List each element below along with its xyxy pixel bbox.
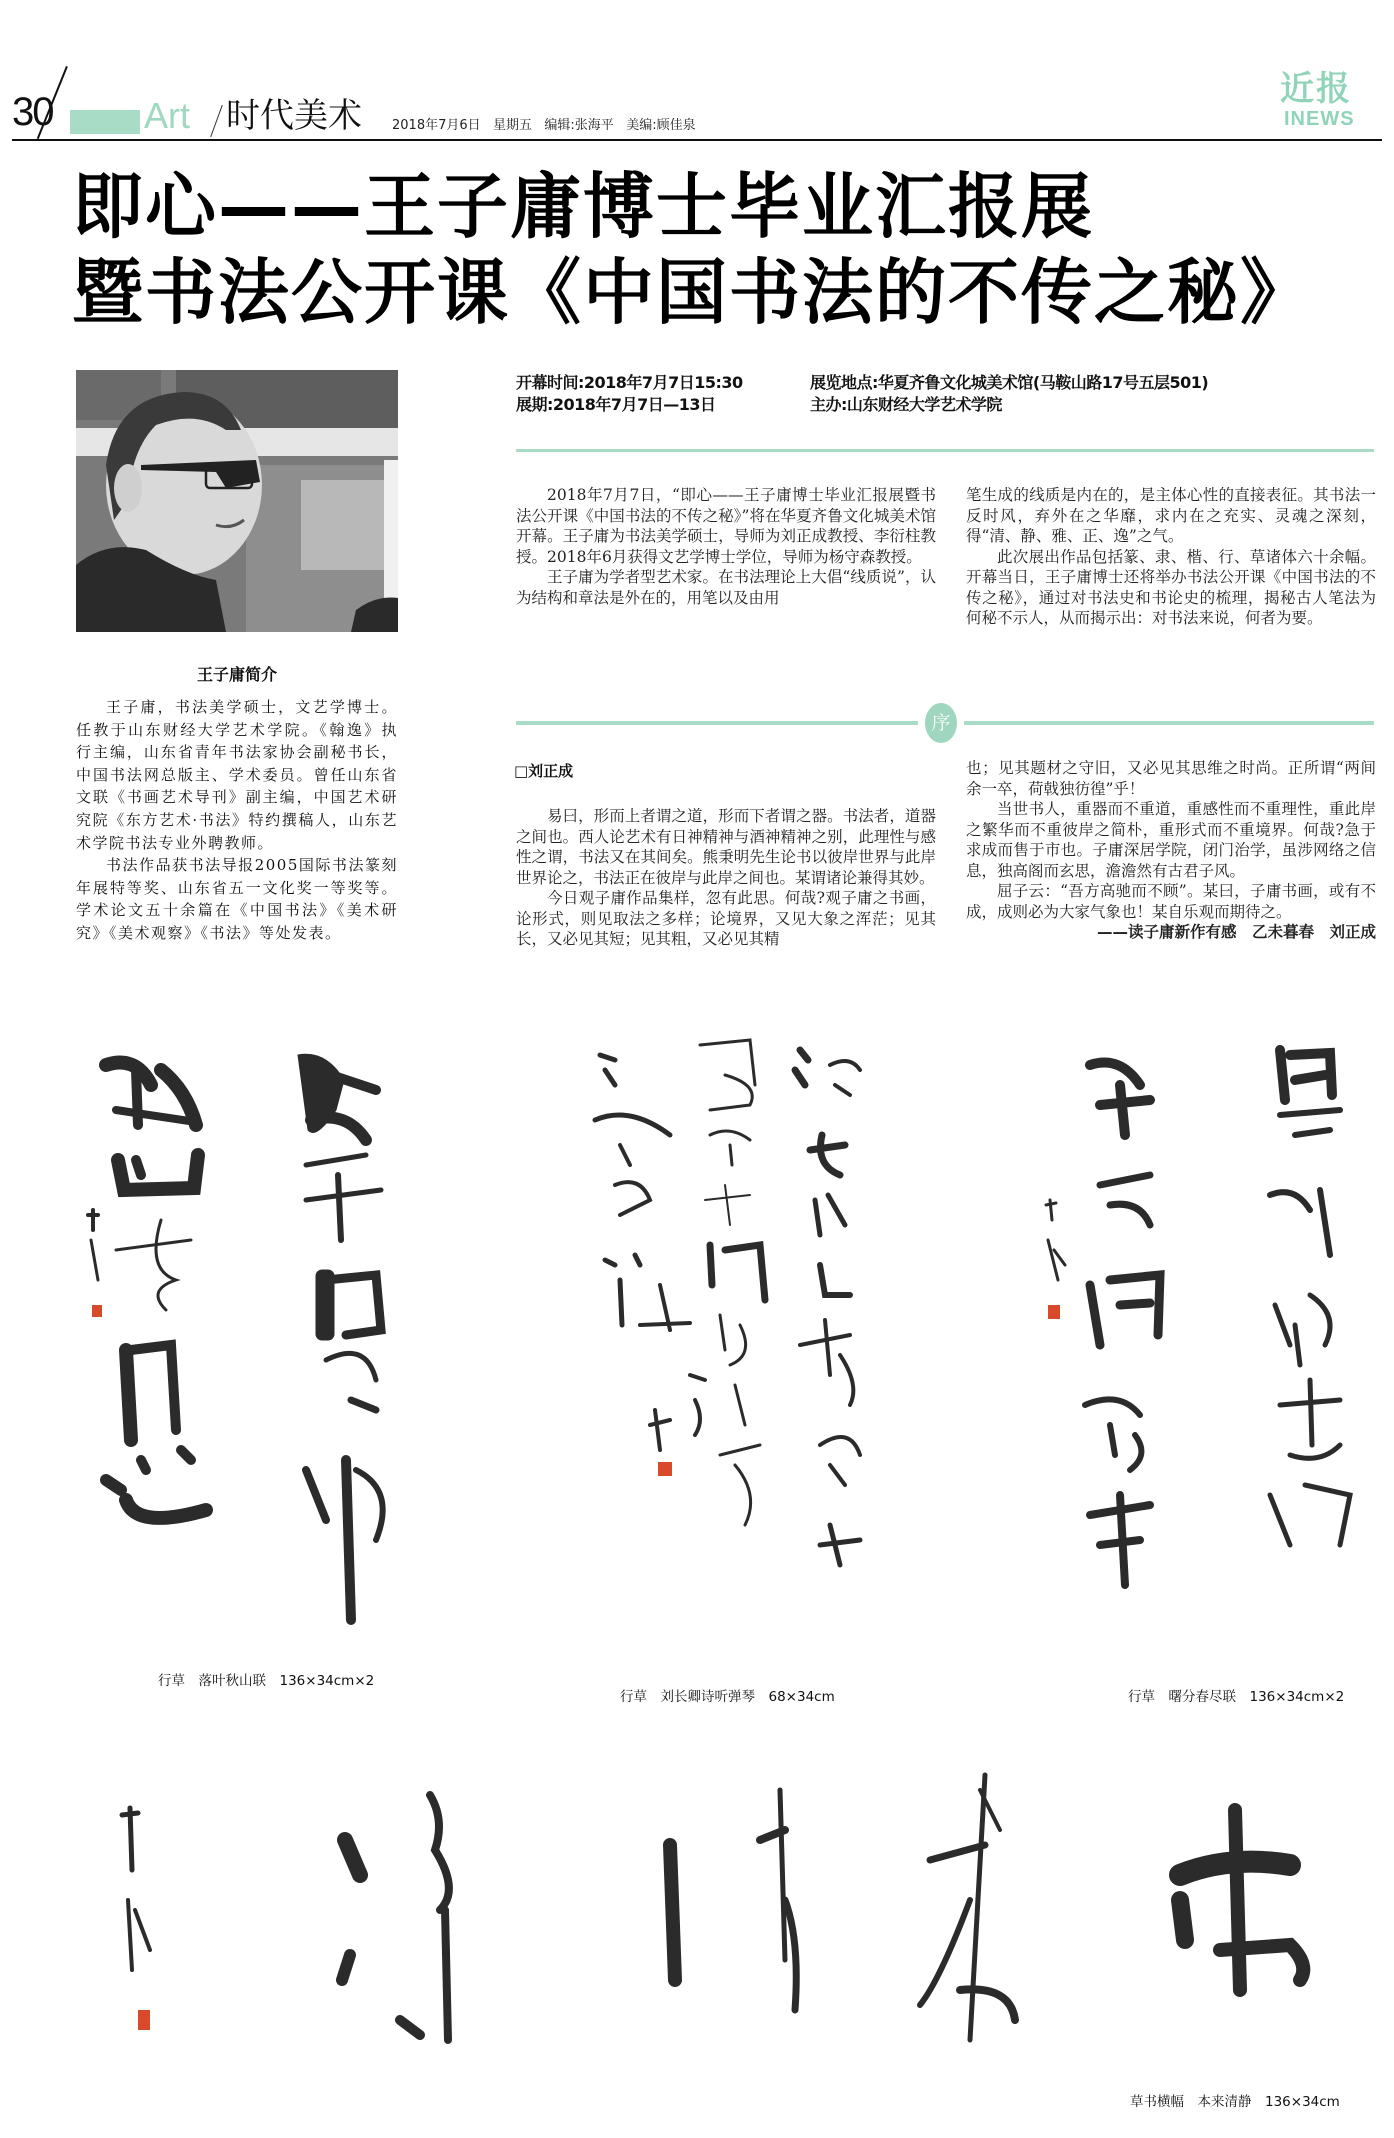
preface-paragraph: 当世书人，重器而不重道，重感性而不重理性，重此岸之繁华而不重彼岸之简朴，重形式而不重境界。何哉?急于求成而售于市也。子庸深居学院，闭门治学，虽涉网络之信息，独高阁而玄思，澹澹然有古君子风。 — [966, 800, 1376, 880]
seal-stamp — [92, 1305, 102, 1317]
article-paragraph: 王子庸为学者型艺术家。在书法理论上大倡“线质说”，认为结构和章法是外在的，用笔以及由用 — [516, 568, 936, 607]
calligraphy-strokes — [1040, 1025, 1380, 1655]
calligraphy-strokes — [76, 1040, 436, 1660]
artwork-couplet-luoye-qiushan — [76, 1040, 436, 1660]
bio-paragraph: 王子庸，书法美学硕士，文艺学博士。任教于山东财经大学艺术学院。《翰逸》执行主编，山东省青年书法家协会副秘书长，中国书法网总版主、学术委员。曾任山东省文联《书画艺术导刊》副主编，中国艺术研究院《东方艺术·书法》特约撰稿人，山东艺术学院书法专业外聘教师。 — [76, 698, 398, 852]
preface-divider-right — [964, 721, 1374, 725]
preface-paragraph: 也；见其题材之守旧，又必见其思维之时尚。正所谓“两间余一卒，荷戟独彷徨”乎！ — [966, 759, 1376, 798]
newspaper-logo-en: INEWS — [1284, 108, 1355, 130]
preface-paragraph: 易曰，形而上者谓之道，形而下者谓之器。书法者，道器之间也。西人论艺术有日神精神与酒神精神之别，此理性与感性之谓，书法又在其间矣。熊秉明先生论书以彼岸世界与此岸世界论之，书法正在彼岸与此岸之间也。某谓诸论兼得其妙。 — [516, 807, 936, 887]
artwork-caption-1: 行草 落叶秋山联 136×34cm×2 — [158, 1673, 375, 1689]
page-number: 30 — [12, 90, 53, 134]
bio-text — [76, 696, 398, 945]
headline-line-2: 暨书法公开课《中国书法的不传之秘》 — [72, 251, 1314, 334]
header-rule — [12, 139, 1382, 141]
preface-signoff: ——读子庸新作有感 乙未暮春 刘正成 — [1096, 923, 1376, 941]
exhibition-period: 展期:2018年7月7日—13日 — [516, 395, 716, 414]
calligraphy-strokes — [60, 1740, 1394, 2080]
preface-paragraph: 今日观子庸作品集样，忽有此思。何哉?观子庸之书画，论形式，则见取法之多样；论境界，又见大象之浑茫；见其长，又必见其短；见其粗，又必见其精 — [516, 889, 936, 948]
seal-stamp — [658, 1462, 672, 1476]
section-label-cn: 时代美术 — [226, 96, 362, 136]
artwork-caption-3: 行草 曙分春尽联 136×34cm×2 — [1128, 1689, 1345, 1705]
artwork-couplet-shufen-chunjin — [1040, 1025, 1380, 1655]
preface-badge: 序 — [925, 703, 957, 743]
exhibition-organizer: 主办:山东财经大学艺术学院 — [810, 395, 1002, 414]
newspaper-logo-cn: 近报 — [1280, 69, 1352, 109]
artwork-caption-2: 行草 刘长卿诗听弹琴 68×34cm — [620, 1689, 835, 1705]
header-slash-divider — [210, 105, 223, 137]
opening-time: 开幕时间:2018年7月7日15:30 — [516, 373, 743, 392]
headline — [72, 164, 1313, 336]
author-portrait — [76, 370, 398, 632]
article-column-1 — [516, 485, 936, 608]
info-divider — [516, 449, 1374, 452]
preface-divider-left — [516, 721, 918, 725]
seal-stamp — [1048, 1305, 1060, 1319]
article-column-2 — [966, 485, 1376, 629]
article-paragraph: 笔生成的线质是内在的，是主体心性的直接表征。其书法一反时风，弃外在之华靡，求内在之充实、灵魂之深刻，得“清、静、雅、正、逸”之气。 — [966, 486, 1376, 545]
calligraphy-strokes — [560, 1025, 980, 1655]
preface-column-1 — [516, 806, 936, 950]
headline-line-1: 即心——王子庸博士毕业汇报展 — [72, 165, 1095, 248]
issue-meta: 2018年7月6日 星期五 编辑:张海平 美编:顾佳泉 — [392, 118, 696, 133]
article-paragraph: 此次展出作品包括篆、隶、楷、行、草诸体六十余幅。开幕当日，王子庸博士还将举办书法公开课《中国书法的不传之秘》，通过对书法史和书论史的梳理，揭秘古人笔法为何秘不示人，从而揭示出：对书法来说，何者为要。 — [966, 547, 1376, 627]
header-accent-bar — [70, 110, 140, 134]
artwork-horizontal-benlai-qingjing — [60, 1740, 1394, 2080]
preface-byline: □刘正成 — [514, 762, 574, 780]
portrait-image — [76, 370, 398, 632]
artwork-caption-4: 草书横幅 本来清静 136×34cm — [1130, 2094, 1340, 2110]
preface-paragraph: 屈子云：“吾方高驰而不顾”。某曰，子庸书画，或有不成，成则必为大家气象也！某自乐观而期待之。 — [966, 882, 1376, 921]
preface-column-2 — [966, 758, 1376, 943]
bio-paragraph: 书法作品获书法导报2005国际书法篆刻年展特等奖、山东省五一文化奖一等奖等。学术论文五十余篇在《中国书法》《美术研究》《美术观察》《书法》等处发表。 — [76, 856, 398, 942]
artwork-ting-tanqin — [560, 1025, 980, 1655]
article-paragraph: 2018年7月7日，“即心——王子庸博士毕业汇报展暨书法公开课《中国书法的不传之秘》”将在华夏齐鲁文化城美术馆开幕。王子庸为书法美学硕士，导师为刘正成教授、李衍柱教授。2018年6月获得文艺学博士学位，导师为杨守森教授。 — [516, 486, 936, 566]
seal-stamp — [138, 2010, 150, 2030]
exhibition-venue: 展览地点:华夏齐鲁文化城美术馆(马鞍山路17号五层501) — [810, 373, 1209, 392]
section-label-en: Art — [144, 95, 191, 136]
bio-title: 王子庸简介 — [196, 665, 277, 684]
